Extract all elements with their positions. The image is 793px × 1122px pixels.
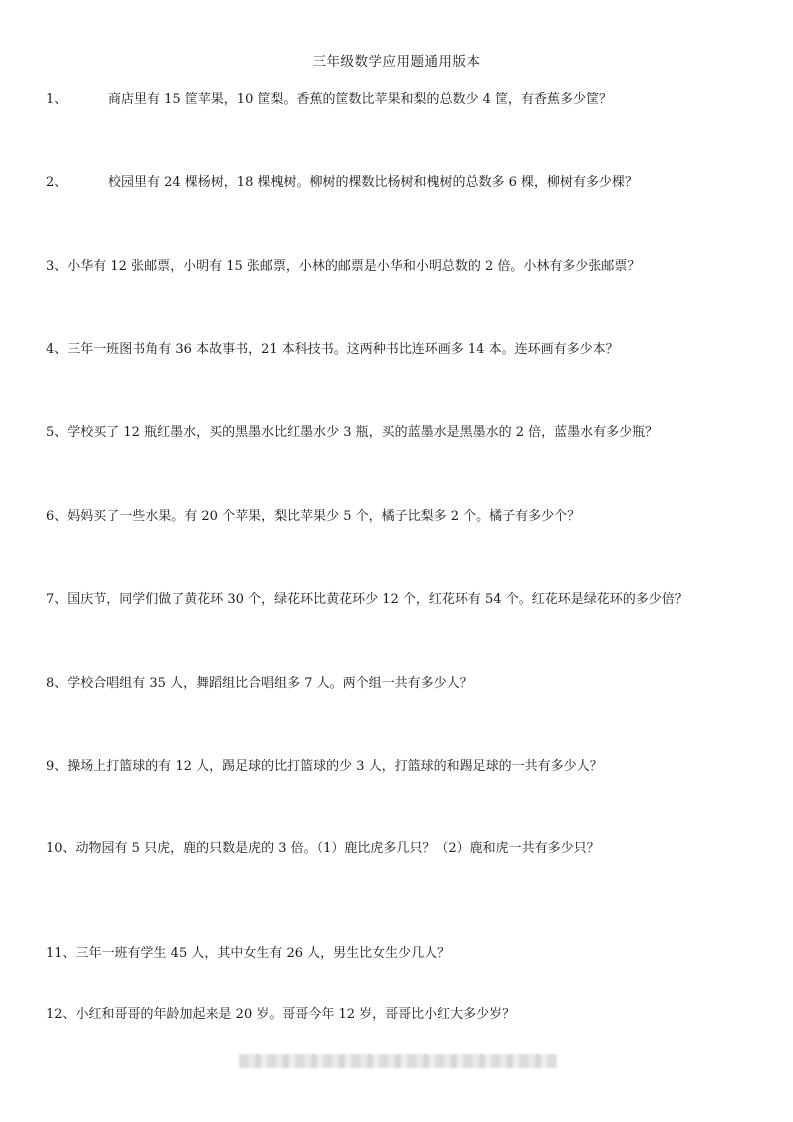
question-5 xyxy=(46,424,658,442)
question-6 xyxy=(46,508,580,526)
question-4 xyxy=(46,341,619,359)
question-number: 9、 xyxy=(46,759,68,774)
question-number: 2、 xyxy=(46,175,68,190)
question-9 xyxy=(46,758,603,776)
question-text: 小红和哥哥的年龄加起来是 20 岁。哥哥今年 12 岁，哥哥比小红大多少岁？ xyxy=(75,1007,516,1022)
question-7 xyxy=(46,591,688,609)
question-number: 3、 xyxy=(46,259,68,274)
question-10 xyxy=(46,840,600,858)
question-text: 三年一班有学生 45 人，其中女生有 26 人，男生比女生少几人？ xyxy=(75,946,451,961)
question-number: 12、 xyxy=(46,1007,76,1022)
question-text: 学校买了 12 瓶红墨水，买的黑墨水比红墨水少 3 瓶，买的蓝墨水是黑墨水的 2 倍，蓝墨水有多少瓶？ xyxy=(67,425,659,440)
question-number: 10、 xyxy=(46,841,76,856)
question-number: 7、 xyxy=(46,592,68,607)
question-number: 5、 xyxy=(46,425,68,440)
question-2 xyxy=(46,174,638,192)
question-number: 1、 xyxy=(46,92,68,107)
question-text: 小华有 12 张邮票，小明有 15 张邮票，小林的邮票是小华和小明总数的 2 倍。小林有多少张邮票？ xyxy=(67,259,641,274)
question-8 xyxy=(46,675,473,693)
question-12 xyxy=(46,1006,515,1024)
question-text: 国庆节，同学们做了黄花环 30 个，绿花环比黄花环少 12 个，红花环有 54 个。红花环是绿花环的多少倍？ xyxy=(67,592,688,607)
question-3 xyxy=(46,258,640,276)
question-text: 操场上打篮球的有 12 人，踢足球的比打篮球的少 3 人，打篮球的和踢足球的一共有多少人？ xyxy=(67,759,603,774)
question-text: 校园里有 24 棵杨树，18 棵槐树。柳树的棵数比杨树和槐树的总数多 6 棵，柳树有多少棵？ xyxy=(108,175,639,190)
question-11 xyxy=(46,945,450,963)
question-number: 6、 xyxy=(46,509,68,524)
question-text: 妈妈买了一些水果。有 20 个苹果，梨比苹果少 5 个，橘子比梨多 2 个。橘子有多少个？ xyxy=(67,509,581,524)
question-text: 动物园有 5 只虎，鹿的只数是虎的 3 倍。（1）鹿比虎多几只？（2）鹿和虎一共有多少只？ xyxy=(75,841,600,856)
question-1 xyxy=(46,91,612,109)
question-text: 学校合唱组有 35 人，舞蹈组比合唱组多 7 人。两个组一共有多少人？ xyxy=(67,676,473,691)
question-number: 11、 xyxy=(46,946,76,961)
question-number: 8、 xyxy=(46,676,68,691)
question-text: 商店里有 15 筐苹果，10 筐梨。香蕉的筐数比苹果和梨的总数少 4 筐，有香蕉多少筐？ xyxy=(108,92,613,107)
question-number: 4、 xyxy=(46,342,68,357)
blurred-footer-text xyxy=(239,1054,557,1068)
question-text: 三年一班图书角有 36 本故事书，21 本科技书。这两种书比连环画多 14 本。连环画有多少本？ xyxy=(67,342,619,357)
page-title: 三年级数学应用题通用版本 xyxy=(312,54,481,70)
